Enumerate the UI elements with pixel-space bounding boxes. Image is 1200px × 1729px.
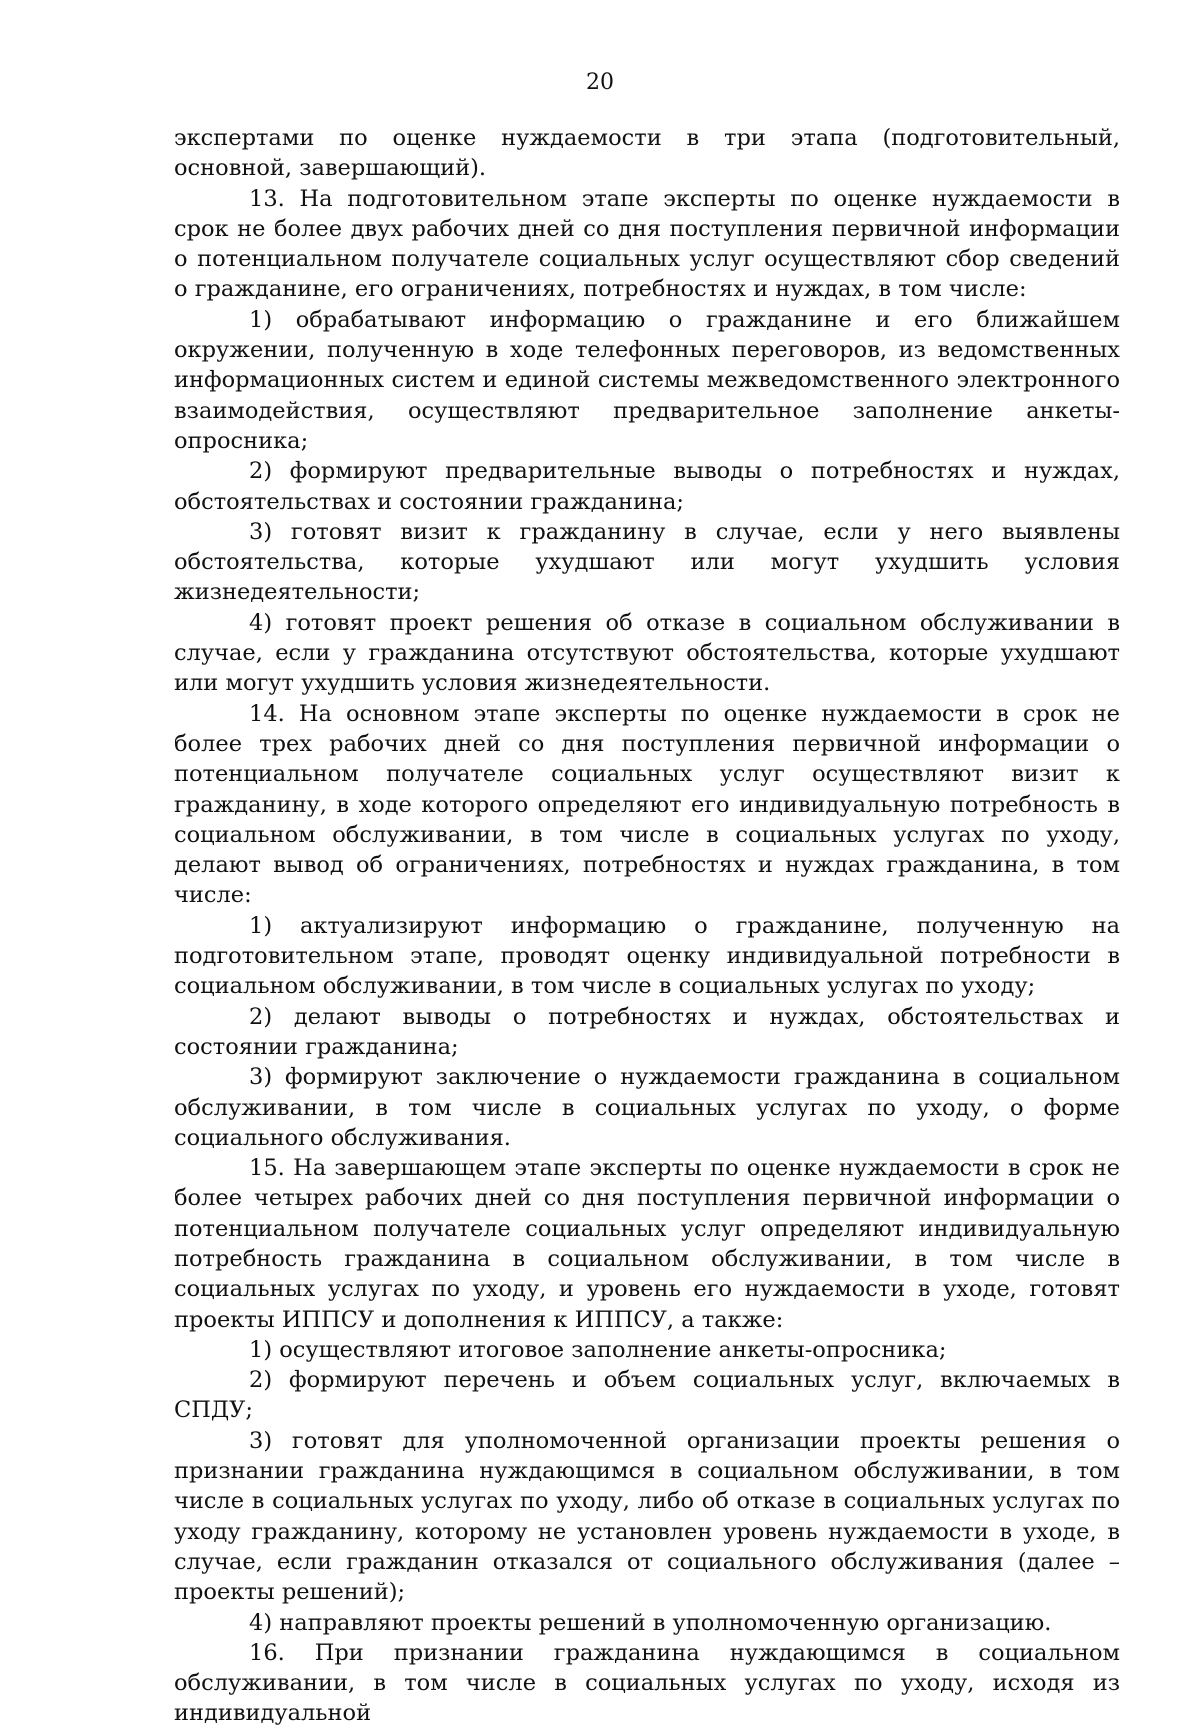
- paragraph-13-item-3: 3) готовят визит к гражданину в случае, если у него выявлены обстоятельства, которые ухудшают или могут ухудшить условия жизнедеятельности;: [174, 518, 1120, 606]
- paragraph-15-item-4: 4) направляют проекты решений в уполномоченную организацию.: [249, 1609, 1052, 1636]
- paragraph-13-item-1: 1) обрабатывают информацию о гражданине и его ближайшем окружении, полученную в ходе телефонных переговоров, из ведомственных информационных систем и единой системы межведомственного электронного взаимодействия, осуществляют предварительное заполнение анкеты-опросника;: [174, 306, 1120, 454]
- document-body: [174, 123, 1120, 1729]
- paragraph-15-item-3: 3) готовят для уполномоченной организации проекты решения о признании гражданина нуждающимся в социальном обслуживании, в том числе в социальных услугах по уходу, либо об отказе в социальных услугах по уходу гражданину, которому не установлен уровень нуждаемости в уходе, в случае, если гражданин отказался от социального обслуживания (далее – проекты решений);: [174, 1427, 1120, 1606]
- paragraph-13-item-2: 2) формируют предварительные выводы о потребностях и нуждах, обстоятельствах и состоянии гражданина;: [174, 458, 1120, 515]
- paragraph-13-item-4: 4) готовят проект решения об отказе в социальном обслуживании в случае, если у гражданина отсутствуют обстоятельства, которые ухудшают или могут ухудшить условия жизнедеятельности.: [174, 609, 1120, 697]
- paragraph-14-item-2: 2) делают выводы о потребностях и нуждах, обстоятельствах и состоянии гражданина;: [174, 1003, 1120, 1060]
- paragraph-14-item-3: 3) формируют заключение о нуждаемости гражданина в социальном обслуживании, в том числе в социальных услугах по уходу, о форме социального обслуживания.: [174, 1064, 1120, 1151]
- paragraph-13: 13. На подготовительном этапе эксперты по оценке нуждаемости в срок не более двух рабочих дней со дня поступления первичной информации о потенциальном получателе социальных услуг осуществляют сбор сведений о гражданине, его ограничениях, потребностях и нуждах, в том числе:: [174, 185, 1120, 303]
- paragraph-15-item-1: 1) осуществляют итоговое заполнение анкеты-опросника;: [249, 1336, 947, 1363]
- paragraph-continuation: экспертами по оценке нуждаемости в три этапа (подготовительный, основной, завершающий).: [174, 125, 1120, 182]
- paragraph-15-item-2: 2) формируют перечень и объем социальных услуг, включаемых в СПДУ;: [174, 1367, 1120, 1424]
- paragraph-15: 15. На завершающем этапе эксперты по оценке нуждаемости в срок не более четырех рабочих дней со дня поступления первичной информации о потенциальном получателе социальных услуг определяют индивидуальную потребность гражданина в социальном обслуживании, в том числе в социальных услугах по уходу, и уровень его нуждаемости в уходе, готовят проекты ИППСУ и дополнения к ИППСУ, а также:: [174, 1155, 1120, 1333]
- paragraph-14: 14. На основном этапе эксперты по оценке нуждаемости в срок не более трех рабочих дней со дня поступления первичной информации о потенциальном получателе социальных услуг осуществляют визит к гражданину, в ходе которого определяют его индивидуальную потребность в социальном обслуживании, в том числе в социальных услугах по уходу, делают вывод об ограничениях, потребностях и нуждах гражданина, в том числе:: [174, 700, 1120, 909]
- page-number: 20: [586, 70, 614, 95]
- paragraph-16: 16. При признании гражданина нуждающимся в социальном обслуживании, в том числе в социальных услугах по уходу, исходя из индивидуальной: [174, 1639, 1120, 1727]
- paragraph-14-item-1: 1) актуализируют информацию о гражданине, полученную на подготовительном этапе, проводят оценку индивидуальной потребности в социальном обслуживании, в том числе в социальных услугах по уходу;: [174, 912, 1120, 1000]
